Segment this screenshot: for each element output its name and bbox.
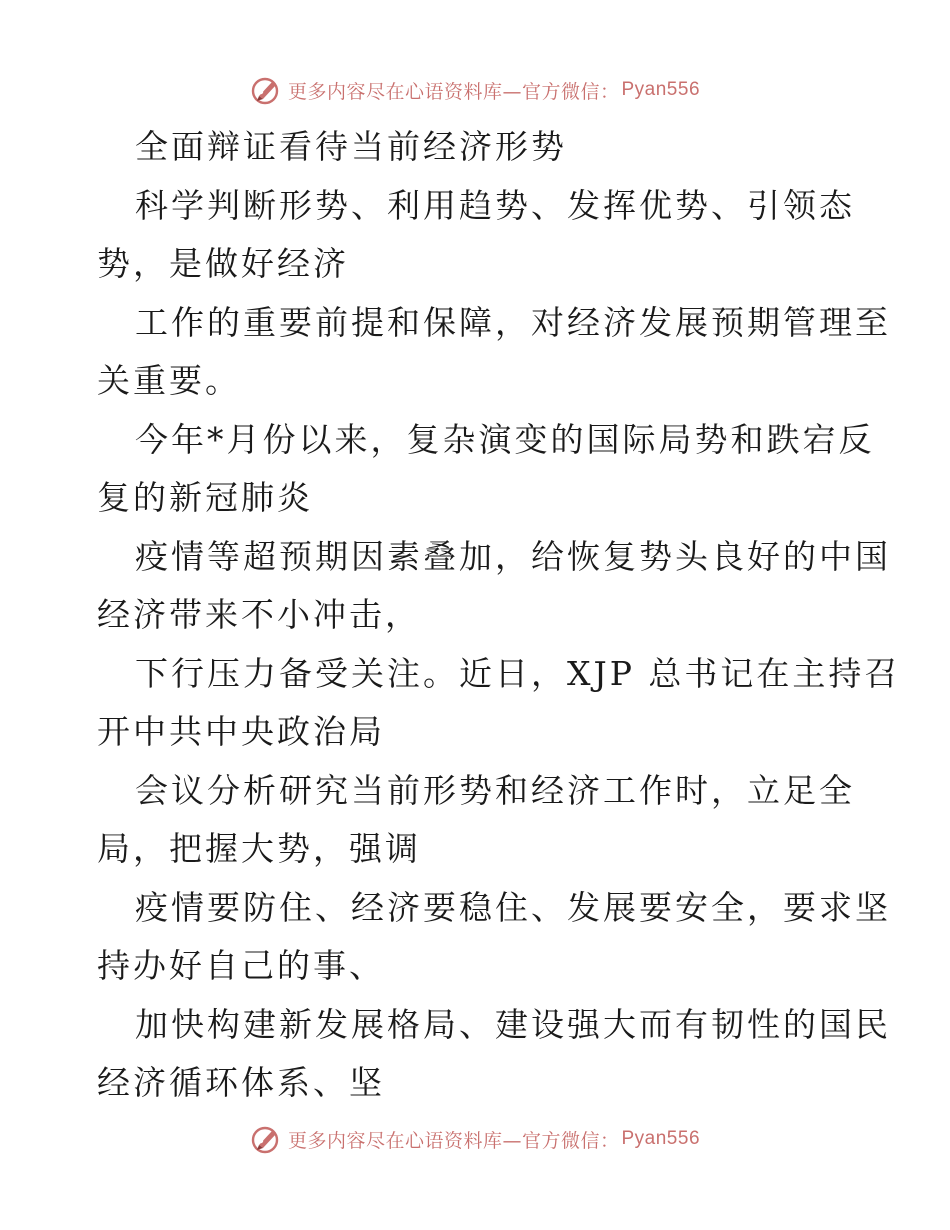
watermark-footer [0, 1119, 950, 1159]
watermark-handle: Pyan556 [621, 79, 701, 100]
text-line: 关重要。 [97, 361, 241, 400]
text-line: 加快构建新发展格局、建设强大而有韧性的国民 [135, 1004, 891, 1044]
text-line: 疫情要防住、经济要稳住、发展要安全，要求坚 [135, 887, 891, 927]
text-line: 开中共中央政治局 [97, 712, 385, 751]
text-line: 科学判断形势、利用趋势、发挥优势、引领态 [135, 185, 855, 225]
text-line: 局，把握大势，强调 [97, 829, 421, 868]
watermark-text: 更多内容尽在心语资料库—官方微信： [287, 80, 620, 103]
pen-logo-icon [250, 1123, 282, 1155]
text-line: 复的新冠肺炎 [97, 478, 313, 517]
text-line: 会议分析研究当前形势和经济工作时，立足全 [135, 770, 855, 810]
watermark-handle: Pyan556 [621, 1128, 701, 1149]
text-line: 经济循环体系、坚 [97, 1063, 385, 1102]
text-line: 全面辩证看待当前经济形势 [135, 127, 567, 166]
text-line: 势，是做好经济 [97, 244, 349, 283]
text-line: 经济带来不小冲击， [97, 595, 421, 634]
text-line: 疫情等超预期因素叠加，给恢复势头良好的中国 [135, 536, 891, 576]
text-line: 工作的重要前提和保障，对经济发展预期管理至 [135, 302, 891, 342]
text-line: 今年*月份以来，复杂演变的国际局势和跌宕反 [135, 419, 875, 459]
text-line: 持办好自己的事、 [97, 946, 385, 985]
text-line: 下行压力备受关注。近日，XJP 总书记在主持召 [135, 653, 901, 693]
watermark-header [0, 70, 950, 110]
document-body [97, 118, 901, 1113]
watermark-text: 更多内容尽在心语资料库—官方微信： [287, 1129, 620, 1152]
pen-logo-icon [250, 74, 282, 106]
